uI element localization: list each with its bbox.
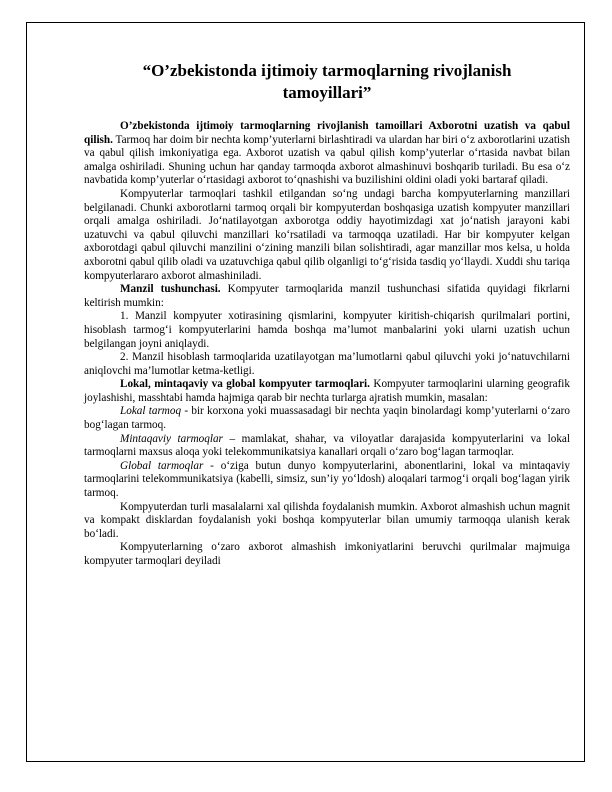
definition-term: Global tarmoqlar — [120, 459, 204, 472]
definition-item — [84, 433, 570, 460]
paragraph — [84, 120, 570, 188]
paragraph-text: Tarmoq har doim bir nechta komp’yuterlarni birlashtiradi va ulardan har biri o‘z axborotlarini uzatish va qabul qilish imkoniyatiga ega. Axborot uzatish va qabul qilish komp’yuterlar o‘rtasida navbat bilan amalga oshiriladi. Shuning uchun har qanday tarmoqda axborot almashinuvi boshqarib turiladi. Bu esa o‘z navbatida komp’yuterlar o‘rtasidagi axborot to‘qnashishi va buzilishini oldini oladi yoki bartaraf qiladi. — [84, 133, 570, 187]
definition-term: Lokal tarmoq — [120, 405, 182, 418]
definition-item — [84, 405, 570, 432]
paragraph-text: Kompyuterlarning o‘zaro axborot almashish imkoniyatlarini beruvchi qurilmalar majmuiga kompyuter tarmoqlari deyiladi — [84, 541, 570, 567]
paragraph-text: Kompyuterlar tarmoqlari tashkil etilgandan so‘ng undagi barcha kompyuterlarning manzillari belgilanadi. Chunki axborotlarni tarmoq orqali bir kompyuterdan boshqasiga uzatish kompyuter manzillari orqali amalga oshiriladi. Jo‘natilayotgan axborotga oddiy hayotimizdagi xat jo‘natish jarayoni kabi uzatuvchi va qabul qiluvchi manzillari ko‘rsatiladi va tarmoqqa uzatiladi. Har bir kompyuter kelgan axborotdagi qabul qiluvchi manzilini o‘zining manzili bilan solishtiradi, agar manzillar mos kelsa, u holda axborotni qabul qilib oladi va uzatuvchiga qabul qilib olganligi to‘g‘risida tasdiq yo‘llaydi. Xuddi shu tariqa kompyuterlararo axborot almashiniladi. — [84, 187, 570, 282]
list-item — [84, 310, 570, 351]
paragraph-text: 2. Manzil hisoblash tarmoqlarida uzatilayotgan ma’lumotlarni qabul qiluvchi yoki jo‘natuvchilarni aniqlovchi ma’lumotlar ketma-ketligi. — [84, 351, 570, 377]
paragraph-text: - o‘ziga butun dunyo kompyuterlarini, abonentlarini, lokal va mintaqaviy tarmoqlarini telekommunikatsiya (kabelli, simsiz, sun’iy yo‘ldosh) aloqalari tarmog‘i orqali bog‘lagan yirik tarmoq. — [84, 459, 570, 500]
paragraph — [84, 501, 570, 542]
document-title: “O’zbekistonda ijtimoiy tarmoqlarning rivojlanish tamoyillari” — [142, 61, 512, 102]
list-item — [84, 351, 570, 378]
paragraph — [84, 188, 570, 283]
document-body — [84, 60, 570, 569]
definition-item — [84, 460, 570, 501]
paragraph-text: 1. Manzil kompyuter xotirasining qismlarini, kompyuter kiritish-chiqarish qurilmalari portini, hisoblash tarmog‘i kompyuterlarini hamda boshqa ma’lumot manbalarini yoki ularni uzatish uchun belgilangan joyni aniqlaydi. — [84, 310, 570, 350]
paragraph-lead: Manzil tushunchasi. — [120, 283, 221, 296]
paragraph-text: Kompyuter tarmoqlarida manzil tushunchasi sifatida quyidagi fikrlarni keltirish mumkin: — [84, 283, 570, 309]
paragraph — [84, 541, 570, 568]
paragraph-text: – mamlakat, shahar, va viloyatlar darajasida kompyuterlarini va lokal tarmoqlarni maxsus aloqa yoki telekommunikatsiya kanallari orqali o‘zaro bog‘lagan tarmoqlar. — [84, 432, 570, 459]
definition-term: Mintaqaviy tarmoqlar — [120, 432, 223, 445]
paragraph-lead: Lokal, mintaqaviy va global kompyuter tarmoqlari. — [120, 378, 370, 391]
paragraph-text: Kompyuterdan turli masalalarni xal qilishda foydalanish mumkin. Axborot almashish uchun magnit va kompakt disklardan foydalanish yoki boshqa kompyuterlar bilan umumiy tarmoqqa ulanish kerak bo‘ladi. — [84, 500, 570, 540]
paragraph-text: - bir korxona yoki muassasadagi bir nechta yaqin binolardagi komp’yuterlarni o‘zaro bog‘lagan tarmoq. — [84, 405, 570, 432]
paragraph — [84, 378, 570, 405]
paragraph-lead: O’zbekistonda ijtimoiy tarmoqlarning rivojlanish tamoillari Axborotni uzatish va qabul qilish. — [84, 120, 570, 146]
paragraph — [84, 283, 570, 310]
paragraph-text: Kompyuter tarmoqlarini ularning geografik joylashishi, masshtabi hamda hajmiga qarab bir nechta turlarga ajratish mumkin, masalan: — [84, 378, 571, 404]
